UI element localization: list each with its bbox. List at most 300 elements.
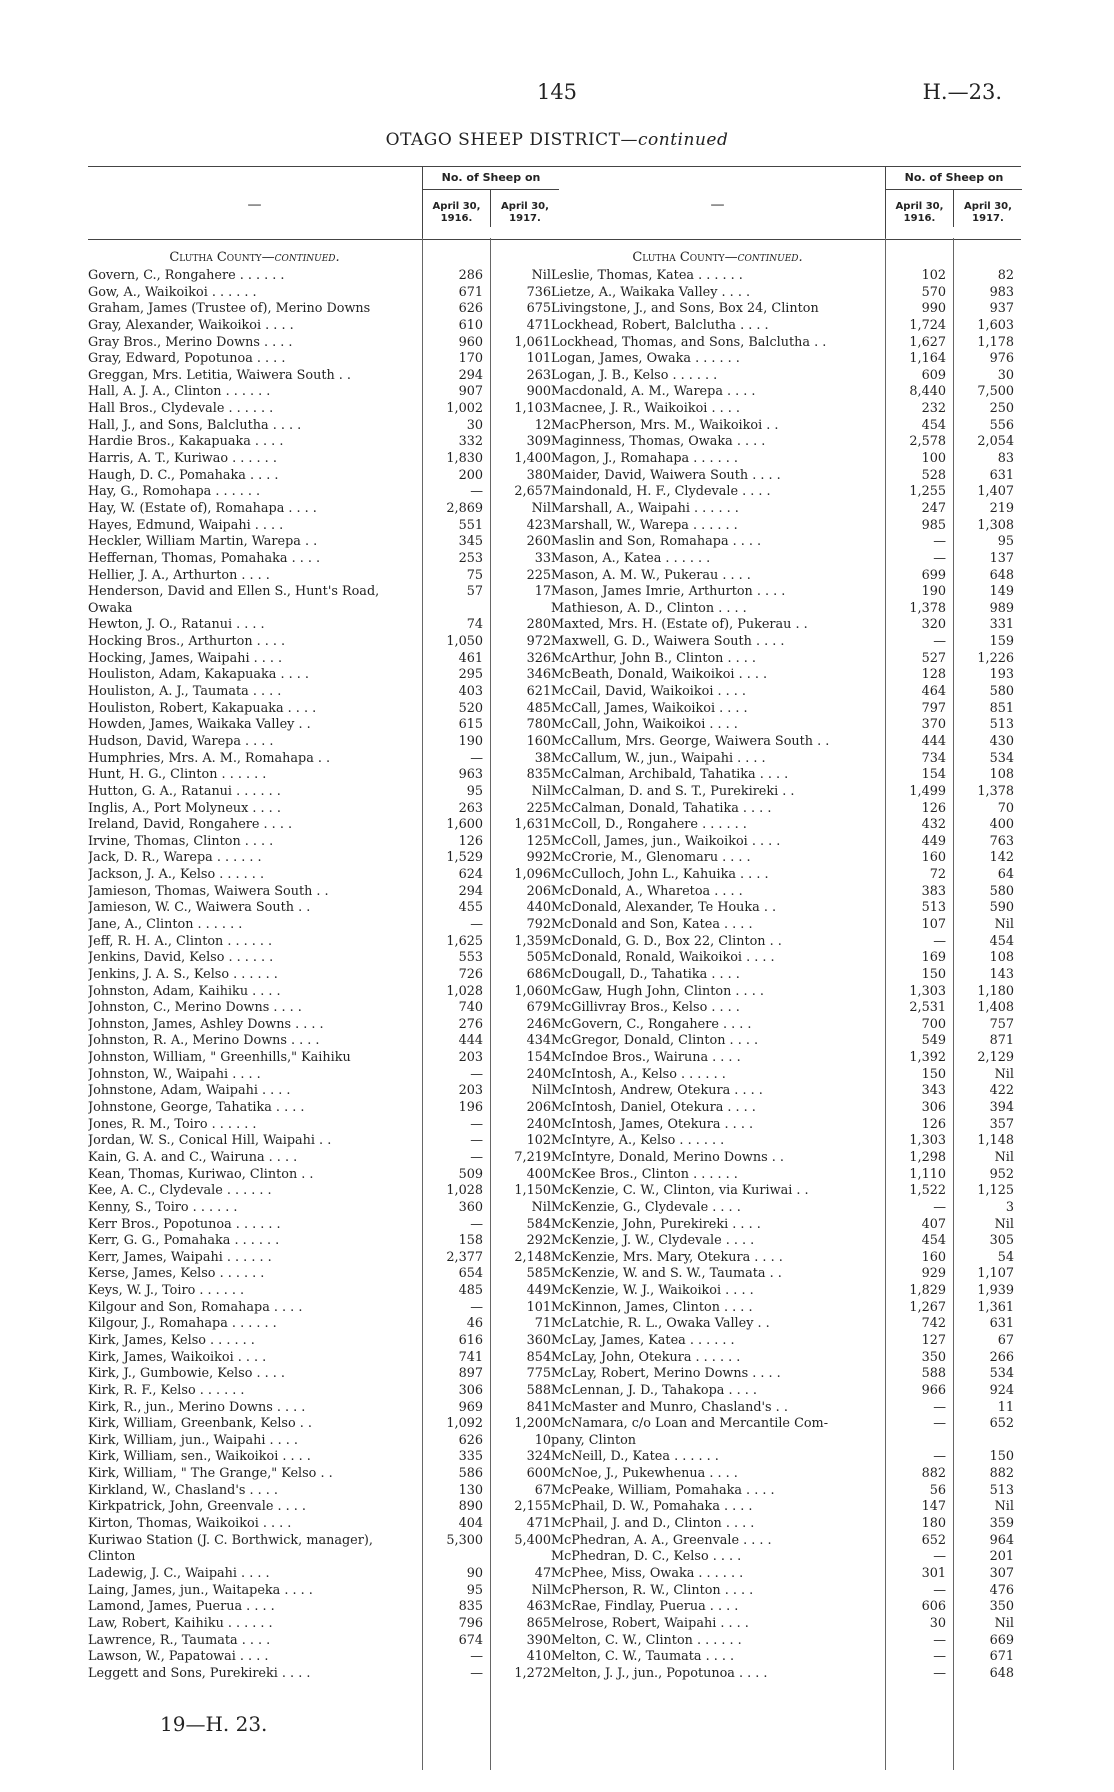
sheep-1916-cell: 1,378 xyxy=(909,600,946,616)
sheep-1916-cell: 740 xyxy=(458,1000,483,1016)
sheep-1917-cell: 631 xyxy=(989,467,1014,483)
table-row xyxy=(88,1000,558,1017)
table-row xyxy=(551,701,1021,718)
owner-name-cell: Melton, C. W., Taumata . . . . xyxy=(551,1649,735,1665)
table-row xyxy=(551,1350,1021,1367)
sheep-1917-cell: Nil xyxy=(994,916,1014,932)
sheep-1916-cell: 652 xyxy=(921,1532,946,1548)
sheep-1917-cell: 394 xyxy=(989,1100,1014,1116)
owner-name-cell: Gray Bros., Merino Downs . . . . xyxy=(88,334,293,350)
sheep-1917-cell: 38 xyxy=(534,750,551,766)
sheep-1917-cell: 513 xyxy=(989,717,1014,733)
table-row xyxy=(88,1633,558,1650)
owner-name-cell: Maslin and Son, Romahapa . . . . xyxy=(551,534,762,550)
owner-name-cell: McIntyre, Donald, Merino Downs . . xyxy=(551,1149,784,1165)
owner-name-cell: Ladewig, J. C., Waipahi . . . . xyxy=(88,1565,270,1581)
owner-name-cell: Houliston, Adam, Kakapuaka . . . . xyxy=(88,667,309,683)
sheep-1917-cell: Nil xyxy=(531,1199,551,1215)
owner-name-cell: McKee Bros., Clinton . . . . . . xyxy=(551,1166,738,1182)
table-row xyxy=(551,1167,1021,1184)
sheep-1917-cell: 149 xyxy=(989,584,1014,600)
sheep-1916-cell: 699 xyxy=(921,567,946,583)
sheep-1917-cell: 2,129 xyxy=(977,1050,1014,1066)
table-row xyxy=(551,1333,1021,1350)
sheep-1916-cell: 8,440 xyxy=(909,384,946,400)
sheep-1916-cell: 200 xyxy=(458,467,483,483)
owner-name-cell: Logan, J. B., Kelso . . . . . . xyxy=(551,367,718,383)
sheep-1916-cell: — xyxy=(470,916,483,932)
sheep-1917-cell: 108 xyxy=(989,767,1014,783)
sheep-1916-cell: 75 xyxy=(466,567,483,583)
sheep-1917-cell: 54 xyxy=(997,1249,1014,1265)
document-reference: H.—23. xyxy=(922,80,1002,104)
owner-name-cell: Johnston, James, Ashley Downs . . . . xyxy=(88,1016,324,1032)
owner-name-cell: Hall, A. J. A., Clinton . . . . . . xyxy=(88,384,271,400)
table-row xyxy=(88,1649,558,1666)
sheep-1917-cell: 292 xyxy=(526,1233,551,1249)
sheep-1916-cell: 1,829 xyxy=(909,1283,946,1299)
owner-name-cell: Hall Bros., Clydevale . . . . . . xyxy=(88,401,274,417)
owner-name-cell: Kenny, S., Toiro . . . . . . xyxy=(88,1199,238,1215)
table-row xyxy=(88,984,558,1001)
sheep-1916-cell: 624 xyxy=(458,867,483,883)
sheep-1917-cell: 763 xyxy=(989,833,1014,849)
sheep-1916-cell: 295 xyxy=(458,667,483,683)
table-row xyxy=(88,351,558,368)
owner-name-cell: Marshall, A., Waipahi . . . . . . xyxy=(551,500,739,516)
sheep-1917-cell: 937 xyxy=(989,301,1014,317)
table-row xyxy=(551,1200,1021,1217)
owner-name-cell: Johnston, R. A., Merino Downs . . . . xyxy=(88,1033,320,1049)
table-row xyxy=(88,1017,558,1034)
sheep-1917-cell: 580 xyxy=(989,883,1014,899)
sheep-1917-cell: 924 xyxy=(989,1382,1014,1398)
owner-name-cell: McIndoe Bros., Wairuna . . . . xyxy=(551,1050,741,1066)
sheep-1916-cell: 549 xyxy=(921,1033,946,1049)
sheep-1916-cell: 130 xyxy=(458,1482,483,1498)
sheep-1917-cell: 585 xyxy=(526,1266,551,1282)
table-row xyxy=(88,1250,558,1267)
table-row xyxy=(88,285,558,302)
sheep-1916-cell: 404 xyxy=(458,1516,483,1532)
sheep-1917-cell: 1,361 xyxy=(977,1299,1014,1315)
sheep-1916-cell: 74 xyxy=(466,617,483,633)
sheep-1916-cell: 963 xyxy=(458,767,483,783)
table-row xyxy=(551,1499,1021,1516)
owner-name-cell: Hellier, J. A., Arthurton . . . . xyxy=(88,567,270,583)
table-row xyxy=(88,1366,558,1383)
table-row xyxy=(88,950,558,967)
owner-name-cell: McPhee, Miss, Owaka . . . . . . xyxy=(551,1565,744,1581)
owner-name-cell: McCrorie, M., Glenomaru . . . . xyxy=(551,850,751,866)
sheep-1916-cell: 654 xyxy=(458,1266,483,1282)
sheep-count-header xyxy=(422,167,559,239)
owner-name-cell: Maindonald, H. F., Clydevale . . . . xyxy=(551,484,771,500)
table-row xyxy=(551,1100,1021,1117)
table-row xyxy=(88,318,558,335)
sheep-1917-cell: 900 xyxy=(526,384,551,400)
table-row xyxy=(88,1616,558,1633)
sheep-1916-cell: 609 xyxy=(921,367,946,383)
table-row xyxy=(88,1050,558,1067)
owner-name-cell: Howden, James, Waikaka Valley . . xyxy=(88,717,311,733)
sheep-1916-cell: 232 xyxy=(921,401,946,417)
table-row xyxy=(88,1266,558,1283)
owner-name-cell: McLay, John, Otekura . . . . . . xyxy=(551,1349,741,1365)
sheep-1916-cell: 127 xyxy=(921,1333,946,1348)
sheep-1917-cell: 882 xyxy=(989,1466,1014,1482)
sheep-1917-cell: 854 xyxy=(526,1349,551,1365)
sheep-1916-cell: 1,522 xyxy=(909,1183,946,1199)
owner-name-cell: McIntyre, A., Kelso . . . . . . xyxy=(551,1133,725,1149)
owner-name-cell: Magon, J., Romahapa . . . . . . xyxy=(551,451,738,467)
left-table-header xyxy=(88,166,558,240)
sheep-1916-cell: 56 xyxy=(929,1482,946,1498)
sheep-1917-cell: 1,178 xyxy=(977,334,1014,350)
sheep-1916-cell: 969 xyxy=(458,1399,483,1415)
sheep-1917-cell: 534 xyxy=(989,1366,1014,1382)
owner-name-cell: Kerse, James, Kelso . . . . . . xyxy=(88,1266,265,1282)
owner-name-cell: McIntosh, Andrew, Otekura . . . . xyxy=(551,1083,763,1099)
table-row xyxy=(88,784,558,801)
sheep-1917-cell: 952 xyxy=(989,1166,1014,1182)
table-row xyxy=(551,1400,1021,1417)
sheep-1917-cell: 150 xyxy=(989,1449,1014,1465)
owner-name-cell: McPhedran, A. A., Greenvale . . . . xyxy=(551,1532,772,1548)
sheep-1917-cell: 652 xyxy=(989,1416,1014,1432)
sheep-1916-cell: 626 xyxy=(458,1432,483,1448)
sheep-1916-cell: 154 xyxy=(921,767,946,783)
sheep-1916-cell: 626 xyxy=(458,301,483,317)
sheep-1916-cell: 1,303 xyxy=(909,1133,946,1149)
sheep-1916-cell: 726 xyxy=(458,966,483,982)
owner-name-cell: Gow, A., Waikoikoi . . . . . . xyxy=(88,284,257,300)
sheep-1916-cell: 160 xyxy=(921,850,946,866)
sheep-1917-cell: 485 xyxy=(526,700,551,716)
sheep-1916-cell: 553 xyxy=(458,950,483,966)
sheep-1916-cell: 610 xyxy=(458,317,483,333)
sheep-1916-cell: 126 xyxy=(921,800,946,816)
table-row xyxy=(551,684,1021,701)
sheep-1916-cell: — xyxy=(933,534,946,550)
table-row xyxy=(551,1300,1021,1317)
owner-name-cell: McDonald, G. D., Box 22, Clinton . . xyxy=(551,933,782,949)
sheep-1916-cell: 1,050 xyxy=(446,634,483,650)
owner-name-cell: McPhail, D. W., Pomahaka . . . . xyxy=(551,1499,753,1515)
table-row xyxy=(88,1283,558,1300)
sheep-1916-cell: 835 xyxy=(458,1599,483,1615)
sheep-1916-cell: 520 xyxy=(458,700,483,716)
sheep-1916-cell: — xyxy=(470,1066,483,1082)
table-row xyxy=(88,1117,558,1134)
sheep-1916-cell: 276 xyxy=(458,1016,483,1032)
sheep-1917-cell xyxy=(489,1549,557,1566)
col-1916-header: April 30, 1916. xyxy=(423,189,491,227)
owner-name-cell: Kilgour and Son, Romahapa . . . . xyxy=(88,1299,303,1315)
sheep-1916-cell: 335 xyxy=(458,1449,483,1465)
sheep-1917-cell: 2,155 xyxy=(514,1499,551,1515)
sheep-1917-cell: 584 xyxy=(526,1216,551,1232)
name-column-header: — xyxy=(710,197,725,213)
sheep-1916-cell: 332 xyxy=(458,434,483,450)
sheep-1916-cell: 1,028 xyxy=(446,1183,483,1199)
owner-name-cell: Laing, James, jun., Waitapeka . . . . xyxy=(88,1582,313,1598)
owner-name-cell: McCall, James, Waikoikoi . . . . xyxy=(551,700,748,716)
sheep-1916-cell: 432 xyxy=(921,817,946,833)
sheep-1916-cell: — xyxy=(933,1582,946,1598)
owner-name-cell: Lietze, A., Waikaka Valley . . . . xyxy=(551,284,751,300)
sheep-1917-cell: 324 xyxy=(526,1449,551,1465)
sheep-1917-cell: 1,061 xyxy=(514,334,551,350)
owner-name-cell: Hocking, James, Waipahi . . . . xyxy=(88,650,283,666)
sheep-1916-cell: 350 xyxy=(921,1349,946,1365)
owner-name-cell: Mason, A., Katea . . . . . . xyxy=(551,550,711,566)
sheep-count-header xyxy=(885,167,1022,239)
sheep-1916-cell: — xyxy=(933,1665,946,1681)
owner-name-cell: Harris, A. T., Kuriwao . . . . . . xyxy=(88,451,277,467)
table-row xyxy=(551,1150,1021,1167)
table-row xyxy=(88,451,558,468)
owner-name-cell: Henderson, David and Ellen S., Hunt's Road, xyxy=(88,584,380,600)
owner-name-cell: Kirkland, W., Chasland's . . . . xyxy=(88,1482,278,1498)
sheep-1916-cell: 370 xyxy=(921,717,946,733)
sheep-1917-cell: 3 xyxy=(1005,1199,1014,1215)
table-row xyxy=(551,1183,1021,1200)
table-row xyxy=(88,534,558,551)
table-row xyxy=(551,1483,1021,1500)
sheep-1916-cell: 57 xyxy=(466,584,483,600)
sheep-1917-cell: 513 xyxy=(989,1482,1014,1498)
table-row xyxy=(551,601,1021,618)
sheep-1917-cell: 380 xyxy=(526,467,551,483)
sheep-1916-cell: 2,869 xyxy=(446,500,483,516)
sheep-1916-cell: 454 xyxy=(921,417,946,433)
table-row xyxy=(88,1350,558,1367)
sheep-1917-cell: Nil xyxy=(994,1615,1014,1631)
owner-name-cell: McKenzie, John, Purekireki . . . . xyxy=(551,1216,761,1232)
sheep-1916-cell: 5,300 xyxy=(446,1532,483,1548)
owner-name-cell: McCall, John, Waikoikoi . . . . xyxy=(551,717,738,733)
owner-name-cell: Lockhead, Thomas, and Sons, Balclutha . . xyxy=(551,334,827,350)
sheep-1916-cell: 734 xyxy=(921,750,946,766)
sheep-1916-cell: — xyxy=(933,550,946,566)
owner-name-cell: MacPherson, Mrs. M., Waikoikoi . . xyxy=(551,417,779,433)
table-row xyxy=(551,1466,1021,1483)
sheep-1916-cell: 2,377 xyxy=(446,1249,483,1265)
sheep-1916-cell: 444 xyxy=(458,1033,483,1049)
sheep-1916-cell: 551 xyxy=(458,517,483,533)
table-row xyxy=(551,1133,1021,1150)
table-row xyxy=(551,634,1021,651)
owner-name-cell: McIntosh, James, Otekura . . . . xyxy=(551,1116,754,1132)
table-row xyxy=(551,1383,1021,1400)
owner-name-cell: Marshall, W., Warepa . . . . . . xyxy=(551,517,738,533)
table-row xyxy=(88,967,558,984)
table-row xyxy=(551,1050,1021,1067)
sheep-1917-cell: 95 xyxy=(997,534,1014,550)
owner-name-cell: Inglis, A., Port Molyneux . . . . xyxy=(88,800,281,816)
table-row xyxy=(88,651,558,668)
sheep-1917-cell: 556 xyxy=(989,417,1014,433)
table-row xyxy=(551,501,1021,518)
owner-name-cell: Johnston, W., Waipahi . . . . xyxy=(88,1066,261,1082)
table-row xyxy=(88,667,558,684)
sheep-1917-cell: 430 xyxy=(989,733,1014,749)
sheep-1916-cell: 985 xyxy=(921,517,946,533)
sheep-1917-cell: 851 xyxy=(989,700,1014,716)
sheep-1917-cell: 193 xyxy=(989,667,1014,683)
sheep-1917-cell: 841 xyxy=(526,1399,551,1415)
owner-name-cell: McKenzie, W. J., Waikoikoi . . . . xyxy=(551,1283,754,1299)
table-row xyxy=(551,1549,1021,1566)
table-row xyxy=(551,1033,1021,1050)
sheep-1917-cell: Nil xyxy=(994,1216,1014,1232)
sheep-1916-cell: 160 xyxy=(921,1249,946,1265)
table-row xyxy=(551,984,1021,1001)
owner-name-cell: Leslie, Thomas, Katea . . . . . . xyxy=(551,268,743,283)
owner-name-cell: Kerr Bros., Popotunoa . . . . . . xyxy=(88,1216,281,1232)
owner-name-cell: McGillivray Bros., Kelso . . . . xyxy=(551,1000,740,1016)
table-row xyxy=(551,451,1021,468)
owner-name-cell: Hudson, David, Warepa . . . . xyxy=(88,733,274,749)
owner-name-cell: Lockhead, Robert, Balclutha . . . . xyxy=(551,317,769,333)
owner-name-cell: Kirk, R. F., Kelso . . . . . . xyxy=(88,1382,245,1398)
owner-name-cell: Kirk, William, sen., Waikoikoi . . . . xyxy=(88,1449,311,1465)
owner-name-cell: Kirton, Thomas, Waikoikoi . . . . xyxy=(88,1516,292,1532)
table-row xyxy=(551,817,1021,834)
owner-name-cell: Lamond, James, Puerua . . . . xyxy=(88,1599,275,1615)
owner-name-cell: Jamieson, W. C., Waiwera South . . xyxy=(88,900,311,916)
table-row xyxy=(551,834,1021,851)
owner-name-cell: Mason, James Imrie, Arthurton . . . . xyxy=(551,584,786,600)
owner-name-cell: Melton, C. W., Clinton . . . . . . xyxy=(551,1632,742,1648)
sheep-1916-cell: 301 xyxy=(921,1565,946,1581)
owner-name-cell: Kain, G. A. and C., Wairuna . . . . xyxy=(88,1149,298,1165)
sheep-1916-cell: 170 xyxy=(458,351,483,367)
sheep-1916-cell: 890 xyxy=(458,1499,483,1515)
sheep-1917-cell: 67 xyxy=(534,1482,551,1498)
sheep-1917-cell: 390 xyxy=(526,1632,551,1648)
table-row xyxy=(88,684,558,701)
owner-name-cell: McDougall, D., Tahatika . . . . xyxy=(551,966,740,982)
owner-name-cell: McCallum, Mrs. George, Waiwera South . . xyxy=(551,733,830,749)
table-row xyxy=(551,867,1021,884)
sheep-1917-cell: 2,657 xyxy=(514,484,551,500)
owner-name-cell: McGregor, Donald, Clinton . . . . xyxy=(551,1033,759,1049)
sheep-1917-cell: Nil xyxy=(531,500,551,516)
owner-name-cell: Livingstone, J., and Sons, Box 24, Clinton xyxy=(551,301,819,317)
sheep-1917-cell: 143 xyxy=(989,966,1014,982)
sheep-1917-cell: 219 xyxy=(989,500,1014,516)
sheep-1916-cell: 95 xyxy=(466,1582,483,1598)
sheep-1916-cell: 190 xyxy=(921,584,946,600)
owner-name-cell: McIntosh, Daniel, Otekura . . . . xyxy=(551,1100,756,1116)
sheep-1917-cell: 102 xyxy=(526,1133,551,1149)
sheep-1917-cell: 992 xyxy=(526,850,551,866)
sheep-1916-cell: 90 xyxy=(466,1565,483,1581)
sheep-1916-cell: 907 xyxy=(458,384,483,400)
right-table-body xyxy=(551,240,1021,1682)
owner-name-cell: Jeff, R. H. A., Clinton . . . . . . xyxy=(88,933,273,949)
table-row xyxy=(88,1183,558,1200)
page-number: 145 xyxy=(536,80,578,104)
sheep-1917-cell: 1,150 xyxy=(514,1183,551,1199)
sheep-1916-cell: 100 xyxy=(921,451,946,467)
sheep-1917-cell: 263 xyxy=(526,367,551,383)
section-heading xyxy=(88,250,421,268)
sheep-1916-cell: 253 xyxy=(458,550,483,566)
sheep-1917-cell: 33 xyxy=(534,550,551,566)
sheep-1917-cell: Nil xyxy=(994,1499,1014,1515)
table-row xyxy=(88,1533,558,1550)
sheep-1917-cell: 1,400 xyxy=(514,451,551,467)
table-row xyxy=(88,634,558,651)
sheep-1917-cell: 240 xyxy=(526,1066,551,1082)
owner-name-cell: Macnee, J. R., Waikoikoi . . . . xyxy=(551,401,740,417)
table-row xyxy=(551,751,1021,768)
owner-name-cell: Kean, Thomas, Kuriwao, Clinton . . xyxy=(88,1166,314,1182)
sheep-1916-cell: 95 xyxy=(466,783,483,799)
sheep-1916-cell: 606 xyxy=(921,1599,946,1615)
table-row xyxy=(88,1466,558,1483)
owner-name-cell: Graham, James (Trustee of), Merino Downs xyxy=(88,301,371,317)
sheep-1916-cell: 107 xyxy=(921,916,946,932)
owner-name-cell: McBeath, Donald, Waikoikoi . . . . xyxy=(551,667,768,683)
table-row xyxy=(88,484,558,501)
table-row xyxy=(88,850,558,867)
table-row xyxy=(88,884,558,901)
sheep-1916-cell: — xyxy=(470,1299,483,1315)
owner-name-cell: Kerr, G. G., Pomahaka . . . . . . xyxy=(88,1233,280,1249)
owner-name-cell: McKenzie, W. and S. W., Taumata . . xyxy=(551,1266,782,1282)
owner-name-cell: Lawrence, R., Taumata . . . . xyxy=(88,1632,271,1648)
sheep-1917-cell: 125 xyxy=(526,833,551,849)
sheep-1917-cell: 250 xyxy=(989,401,1014,417)
sheep-1916-cell: — xyxy=(470,1149,483,1165)
sheep-1916-cell: 360 xyxy=(458,1199,483,1215)
table-row xyxy=(551,1266,1021,1283)
table-row xyxy=(551,667,1021,684)
sheep-1916-cell: 570 xyxy=(921,284,946,300)
owner-name-cell: McPhail, J. and D., Clinton . . . . xyxy=(551,1516,755,1532)
sheep-1916-cell: — xyxy=(470,1216,483,1232)
owner-name-cell: McKenzie, Mrs. Mary, Otekura . . . . xyxy=(551,1249,783,1265)
sheep-1917-cell: 835 xyxy=(526,767,551,783)
table-row xyxy=(88,584,558,601)
sheep-1916-cell: 461 xyxy=(458,650,483,666)
sheep-1917-cell: 67 xyxy=(997,1333,1014,1348)
owner-name-cell: McLatchie, R. L., Owaka Valley . . xyxy=(551,1316,770,1332)
sheep-1916-cell: 196 xyxy=(458,1100,483,1116)
sheep-1916-cell: 190 xyxy=(458,733,483,749)
sheep-1916-cell: 742 xyxy=(921,1316,946,1332)
sheep-1916-cell: 527 xyxy=(921,650,946,666)
sheep-1917-cell: 1,308 xyxy=(977,517,1014,533)
sheep-1917-cell: 865 xyxy=(526,1615,551,1631)
table-row xyxy=(88,418,558,435)
sheep-1917-cell: Nil xyxy=(994,1149,1014,1165)
sheep-1917-cell: 476 xyxy=(989,1582,1014,1598)
table-row xyxy=(551,584,1021,601)
sheep-1917-cell: 972 xyxy=(526,634,551,650)
owner-name-cell: McGovern, C., Rongahere . . . . xyxy=(551,1016,752,1032)
sheep-1916-cell: 454 xyxy=(921,1233,946,1249)
sheep-1917-cell: 30 xyxy=(997,367,1014,383)
sheep-1916-cell: 126 xyxy=(458,833,483,849)
owner-name-cell: McLay, James, Katea . . . . . . xyxy=(551,1333,735,1348)
sheep-1917-cell: 47 xyxy=(534,1565,551,1581)
owner-name-cell: Hewton, J. O., Ratanui . . . . xyxy=(88,617,265,633)
